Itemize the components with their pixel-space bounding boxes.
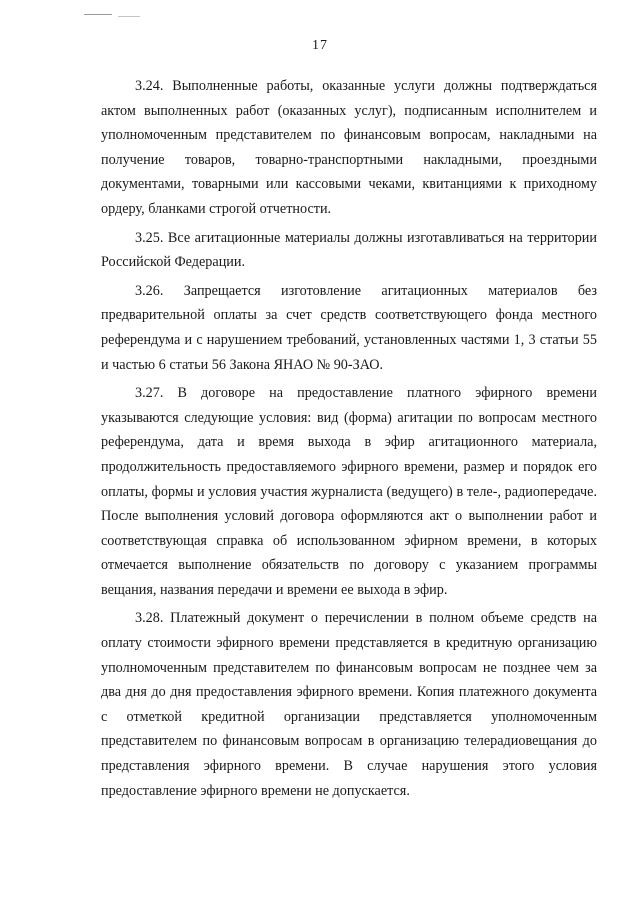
paragraph-3-26: 3.26. Запрещается изготовление агитационных материалов без предварительной оплаты за счет средств соответствующего фонда местного референдума и с нарушением требований, установленных частями 1, 3 статьи 55 и частью 6 статьи 56 Закона ЯНАО № 90-ЗАО.: [101, 282, 597, 373]
document-body: [101, 74, 597, 807]
paragraph-3-24: 3.24. Выполненные работы, оказанные услуги должны подтверждаться актом выполненных работ (оказанных услуг), подписанным исполнителем и уполномоченным представителем по финансовым вопросам, накладными на получение товаров, товарно-транспортными накладными, проездными документами, товарными или кассовыми чеками, квитанциями к приходному ордеру, бланками строгой отчетности.: [101, 78, 597, 217]
scan-artifact-line: [118, 16, 140, 17]
page-number: 17: [312, 38, 328, 53]
paragraph-3-25: 3.25. Все агитационные материалы должны изготавливаться на территории Российской Федерации.: [101, 229, 597, 271]
scan-artifact-line: [84, 14, 112, 15]
paragraph-3-27: 3.27. В договоре на предоставление платного эфирного времени указываются следующие условия: вид (форма) агитации по вопросам местного референдума, дата и время выхода в эфир агитационного материала, продолжительность предоставляемого эфирного времени, размер и порядок его оплаты, формы и условия участия журналиста (ведущего) в теле-, радиопередаче. После выполнения условий договора оформляются акт о выполнении работ и соответствующая справка об использованном эфирном времени, в которых отмечается выполнение обязательств по договору с указанием программы вещания, названия передачи и времени ее выхода в эфир.: [101, 385, 597, 598]
paragraph-3-28: 3.28. Платежный документ о перечислении в полном объеме средств на оплату стоимости эфирного времени представляется в кредитную организацию уполномоченным представителем по финансовым вопросам не позднее чем за два дня до дня предоставления эфирного времени. Копия платежного документа с отметкой кредитной организации представляется уполномоченным представителем по финансовым вопросам в организацию телерадиовещания до представления эфирного времени. В случае нарушения этого условия предоставление эфирного времени не допускается.: [101, 610, 597, 799]
